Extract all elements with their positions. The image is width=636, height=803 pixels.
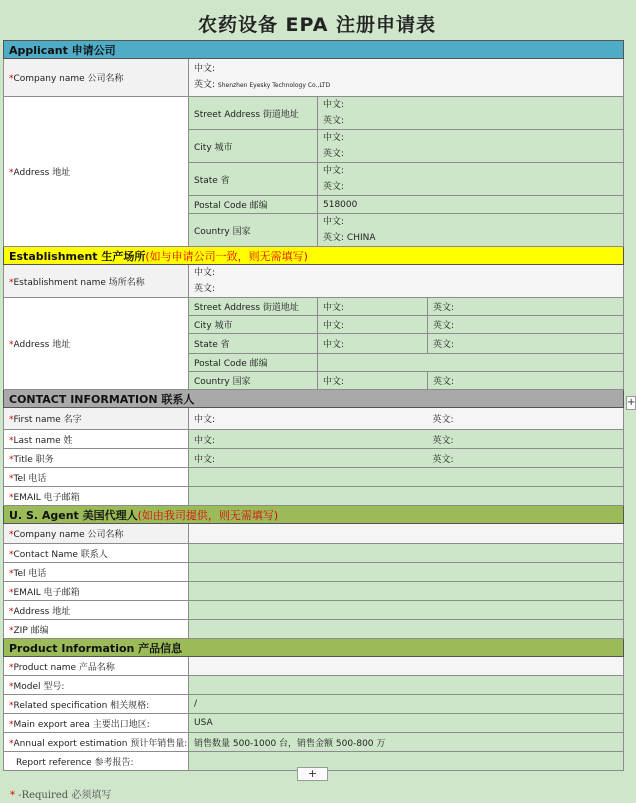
field-label: *Address 地址 bbox=[4, 601, 189, 620]
field-label: *ZIP 邮编 bbox=[4, 620, 189, 639]
en-field[interactable]: 英文: bbox=[428, 372, 624, 390]
state-field[interactable]: 中文: 英文: bbox=[318, 163, 624, 196]
product-related-row bbox=[4, 695, 624, 714]
field-label: *First name 名字 bbox=[4, 408, 189, 430]
agent-email-field[interactable] bbox=[189, 582, 624, 601]
sub-label: City 城市 bbox=[189, 130, 318, 163]
establishment-name-row bbox=[4, 265, 624, 298]
sub-label: Street Address 街道地址 bbox=[189, 298, 318, 316]
field-label: *Annual export estimation 预计年销售量: bbox=[4, 733, 189, 752]
product-name-field[interactable] bbox=[189, 657, 624, 676]
product-name-row bbox=[4, 657, 624, 676]
required-legend bbox=[10, 786, 111, 801]
contact-tel-row bbox=[4, 468, 624, 487]
form-title: 农药设备 EPA 注册申请表 bbox=[197, 14, 437, 36]
contact-first-row bbox=[4, 408, 624, 430]
en-field[interactable]: 英文: bbox=[428, 298, 624, 316]
required-star: * bbox=[10, 790, 15, 801]
field-label: *Title 职务 bbox=[4, 449, 189, 468]
export-estimation-field[interactable]: 销售数量 500-1000 台，销售金额 500-800 万 bbox=[189, 733, 624, 752]
sub-label: State 省 bbox=[189, 334, 318, 354]
sub-label: City 城市 bbox=[189, 316, 318, 334]
email-field[interactable] bbox=[189, 487, 624, 506]
section-header-product bbox=[4, 639, 624, 657]
last-name-cn[interactable]: 中文: bbox=[189, 430, 428, 449]
field-label: *Tel 电话 bbox=[4, 468, 189, 487]
field-label: *Contact Name 联系人 bbox=[4, 544, 189, 563]
agent-tel-row bbox=[4, 563, 624, 582]
contact-title-row bbox=[4, 449, 624, 468]
agent-zip-row bbox=[4, 620, 624, 639]
agent-address-field[interactable] bbox=[189, 601, 624, 620]
sub-label: Postal Code 邮编 bbox=[189, 354, 318, 372]
first-name-en[interactable]: 英文: bbox=[428, 408, 624, 430]
field-label: *EMAIL 电子邮箱 bbox=[4, 487, 189, 506]
section-title: U. S. Agent 美国代理人(如由我司提供，则无需填写) bbox=[4, 506, 624, 524]
section-title: Applicant 申请公司 bbox=[4, 41, 624, 59]
field-label: *Address 地址 bbox=[4, 298, 189, 390]
company-en-value: Shenzhen Eyesky Technology Co.,LTD bbox=[217, 82, 331, 89]
last-name-en[interactable]: 英文: bbox=[428, 430, 624, 449]
model-field[interactable] bbox=[189, 676, 624, 695]
title-en[interactable]: 英文: bbox=[428, 449, 624, 468]
section-title: Product Information 产品信息 bbox=[4, 639, 624, 657]
cn-field[interactable]: 中文: bbox=[318, 298, 428, 316]
establishment-name-field[interactable]: 中文: 英文: bbox=[189, 265, 624, 298]
cn-field[interactable]: 中文: bbox=[318, 334, 428, 354]
sub-label: Street Address 街道地址 bbox=[189, 97, 318, 130]
applicant-street-row bbox=[4, 97, 624, 130]
contact-email-row bbox=[4, 487, 624, 506]
report-reference-field[interactable] bbox=[189, 752, 624, 771]
tel-field[interactable] bbox=[189, 468, 624, 487]
agent-address-row bbox=[4, 601, 624, 620]
cn-field[interactable]: 中文: bbox=[318, 316, 428, 334]
agent-company-row bbox=[4, 524, 624, 544]
field-label: *Company name 公司名称 bbox=[4, 524, 189, 544]
export-area-field[interactable]: USA bbox=[189, 714, 624, 733]
agent-contact-field[interactable] bbox=[189, 544, 624, 563]
field-label: *Establishment name 场所名称 bbox=[4, 265, 189, 298]
field-label: *EMAIL 电子邮箱 bbox=[4, 582, 189, 601]
agent-zip-field[interactable] bbox=[189, 620, 624, 639]
postal-field[interactable]: 518000 bbox=[318, 196, 624, 214]
field-label: *Tel 电话 bbox=[4, 563, 189, 582]
section-header-applicant bbox=[4, 41, 624, 59]
product-estimation-row bbox=[4, 733, 624, 752]
en-field[interactable]: 英文: bbox=[428, 316, 624, 334]
product-area-row bbox=[4, 714, 624, 733]
sub-label: Country 国家 bbox=[189, 372, 318, 390]
section-header-establishment bbox=[4, 247, 624, 265]
postal-field[interactable] bbox=[318, 354, 624, 372]
title-cn[interactable]: 中文: bbox=[189, 449, 428, 468]
section-title: CONTACT INFORMATION 联系人 bbox=[4, 390, 624, 408]
section-header-agent bbox=[4, 506, 624, 524]
agent-contact-row bbox=[4, 544, 624, 563]
city-field[interactable]: 中文: 英文: bbox=[318, 130, 624, 163]
country-field[interactable]: 中文: 英文: CHINA bbox=[318, 214, 624, 247]
field-label: *Related specification 相关规格: bbox=[4, 695, 189, 714]
product-model-row bbox=[4, 676, 624, 695]
sub-label: State 省 bbox=[189, 163, 318, 196]
en-field[interactable]: 英文: bbox=[428, 334, 624, 354]
required-text: -Required 必须填写 bbox=[18, 790, 112, 801]
field-label: *Address 地址 bbox=[4, 97, 189, 247]
field-label: *Main export area 主要出口地区: bbox=[4, 714, 189, 733]
field-label: *Last name 姓 bbox=[4, 430, 189, 449]
related-spec-field[interactable]: / bbox=[189, 695, 624, 714]
sub-label: Country 国家 bbox=[189, 214, 318, 247]
add-row-button[interactable]: + bbox=[297, 767, 328, 781]
field-label: Report reference 参考报告: bbox=[4, 752, 189, 771]
cn-field[interactable]: 中文: bbox=[318, 372, 428, 390]
contact-last-row bbox=[4, 430, 624, 449]
field-label: *Company name 公司名称 bbox=[4, 59, 189, 97]
field-label: *Product name 产品名称 bbox=[4, 657, 189, 676]
sub-label: Postal Code 邮编 bbox=[189, 196, 318, 214]
agent-company-field[interactable] bbox=[189, 524, 624, 544]
company-name-field[interactable]: 中文: 英文: Shenzhen Eyesky Technology Co.,LTD bbox=[189, 59, 624, 97]
agent-tel-field[interactable] bbox=[189, 563, 624, 582]
street-field[interactable]: 中文: 英文: bbox=[318, 97, 624, 130]
registration-form-table bbox=[3, 40, 624, 771]
applicant-company-row bbox=[4, 59, 624, 97]
agent-email-row bbox=[4, 582, 624, 601]
section-title: Establishment 生产场所(如与申请公司一致，则无需填写) bbox=[4, 247, 624, 265]
field-label: *Model 型号: bbox=[4, 676, 189, 695]
establishment-street-row bbox=[4, 298, 624, 316]
first-name-cn[interactable]: 中文: bbox=[189, 408, 428, 430]
add-column-button[interactable]: + bbox=[627, 397, 636, 408]
section-header-contact bbox=[4, 390, 624, 408]
